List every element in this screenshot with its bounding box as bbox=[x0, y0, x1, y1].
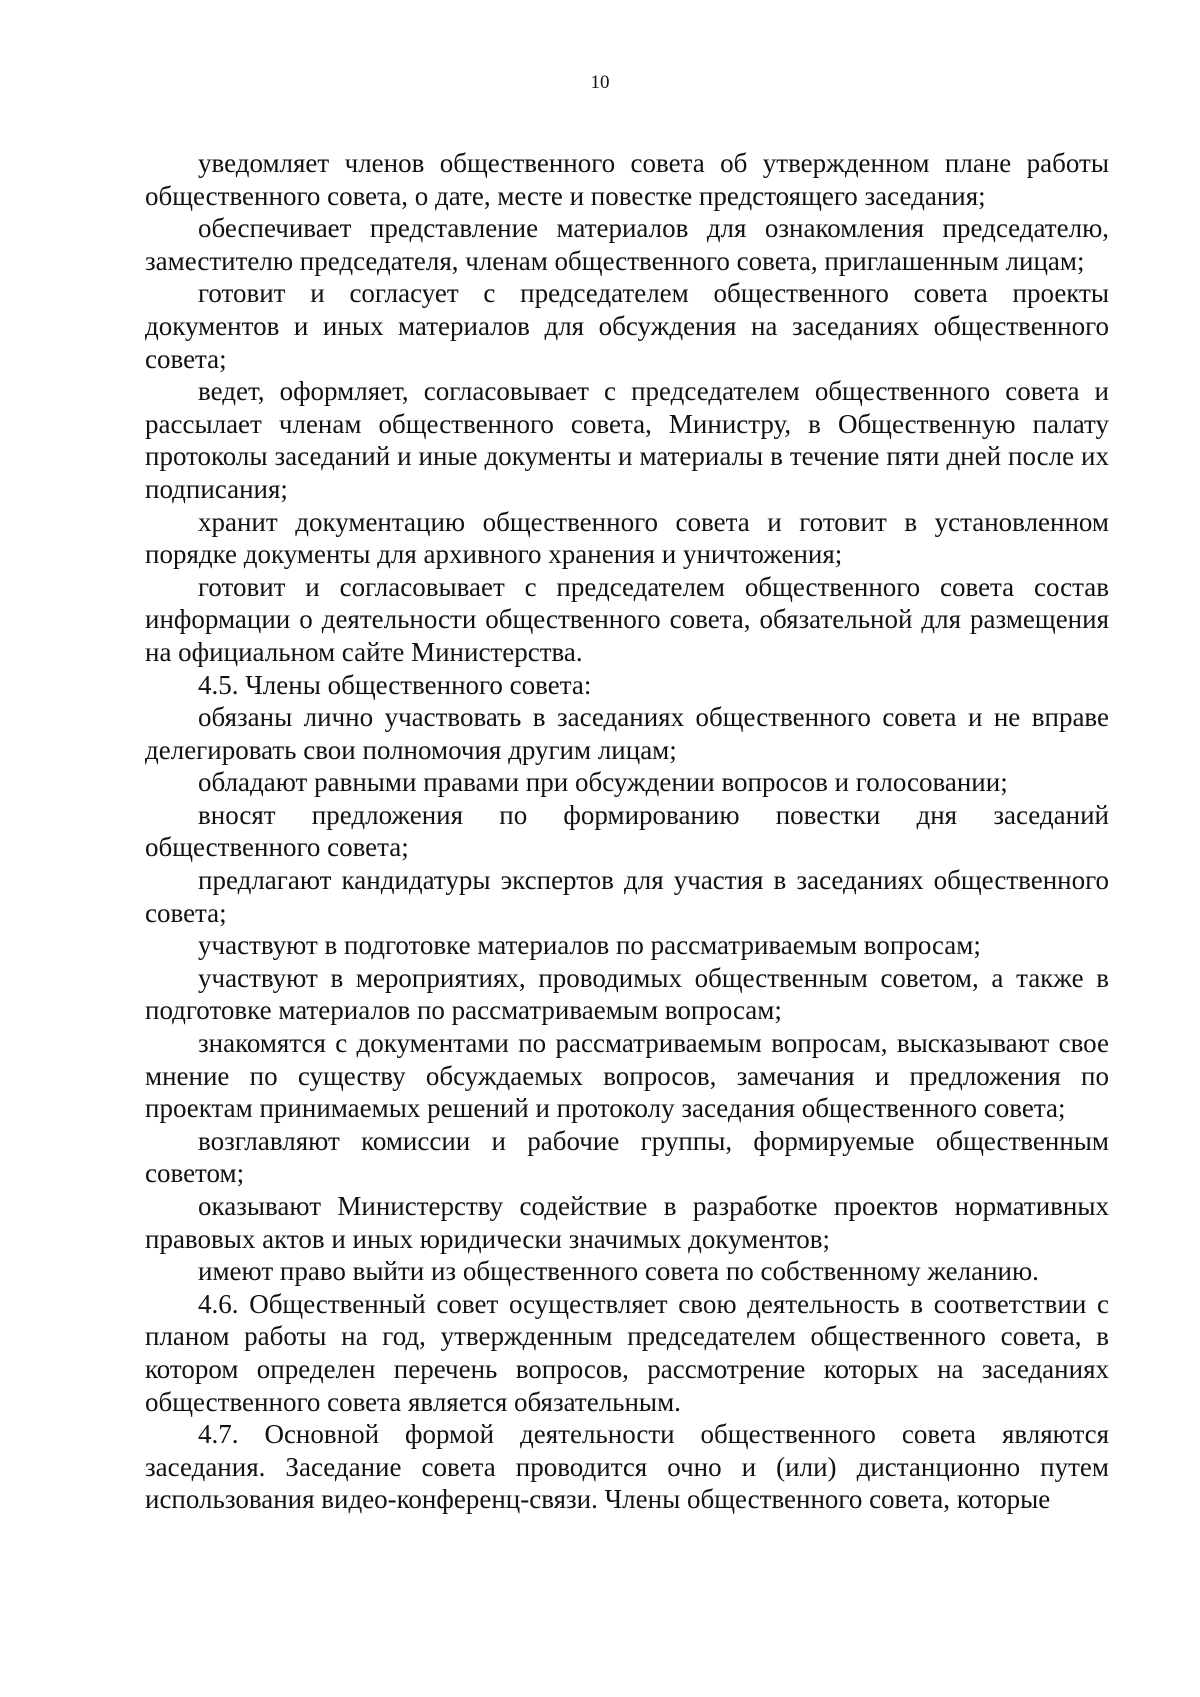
paragraph: хранит документацию общественного совета и готовит в установленном порядке документы для архивного хранения и уничтожения; bbox=[145, 506, 1109, 570]
paragraph: готовит и согласует с председателем общественного совета проекты документов и иных материалов для обсуждения на заседаниях общественного совета; bbox=[145, 278, 1109, 374]
page-number: 10 bbox=[590, 72, 610, 93]
paragraph: обязаны лично участвовать в заседаниях общественного совета и не вправе делегировать свои полномочия другим лицам; bbox=[145, 702, 1109, 765]
paragraph: 4.7. Основной формой деятельности общественного совета являются заседания. Заседание совета проводится очно и (или) дистанционно путем использования видео-конференц-связи. Члены общественного совета, которые bbox=[145, 1419, 1109, 1515]
paragraph: участвуют в мероприятиях, проводимых общественным советом, а также в подготовке материалов по рассматриваемым вопросам; bbox=[145, 962, 1109, 1026]
paragraph: готовит и согласовывает с председателем общественного совета состав информации о деятельности общественного совета, обязательной для размещения на официальном сайте Министерства. bbox=[145, 571, 1109, 667]
paragraph: имеют право выйти из общественного совета по собственному желанию. bbox=[198, 1256, 1039, 1287]
paragraph: вносят предложения по формированию повестки дня заседаний общественного совета; bbox=[145, 799, 1109, 863]
paragraph: предлагают кандидатуры экспертов для участия в заседаниях общественного совета; bbox=[145, 865, 1109, 928]
paragraph: знакомятся с документами по рассматриваемым вопросам, высказывают свое мнение по существу обсуждаемых вопросов, замечания и предложения по проектам принимаемых решений и протоколу заседания общественного совета; bbox=[145, 1028, 1109, 1124]
paragraph: участвуют в подготовке материалов по рассматриваемым вопросам; bbox=[198, 930, 981, 961]
paragraph: 4.6. Общественный совет осуществляет свою деятельность в соответствии с планом работы на год, утвержденным председателем общественного совета, в котором определен перечень вопросов, рассмотрение которых на заседаниях общественного совета является обязательным. bbox=[145, 1288, 1109, 1417]
paragraph: обладают равными правами при обсуждении вопросов и голосовании; bbox=[198, 767, 1008, 798]
paragraph: ведет, оформляет, согласовывает с председателем общественного совета и рассылает членам общественного совета, Министру, в Общественную палату протоколы заседаний и иные документы и материалы в течение пяти дней после их подписания; bbox=[145, 376, 1109, 504]
document-body bbox=[145, 147, 1109, 1516]
paragraph: оказывают Министерству содействие в разработке проектов нормативных правовых актов и иных юридически значимых документов; bbox=[145, 1191, 1109, 1254]
section-heading: 4.5. Члены общественного совета: bbox=[198, 669, 592, 700]
paragraph: возглавляют комиссии и рабочие группы, формируемые общественным советом; bbox=[145, 1125, 1109, 1189]
paragraph: уведомляет членов общественного совета об утвержденном плане работы общественного совета, о дате, месте и повестке предстоящего заседания; bbox=[145, 148, 1109, 211]
paragraph: обеспечивает представление материалов для ознакомления председателю, заместителю председателя, членам общественного совета, приглашенным лицам; bbox=[145, 213, 1109, 276]
